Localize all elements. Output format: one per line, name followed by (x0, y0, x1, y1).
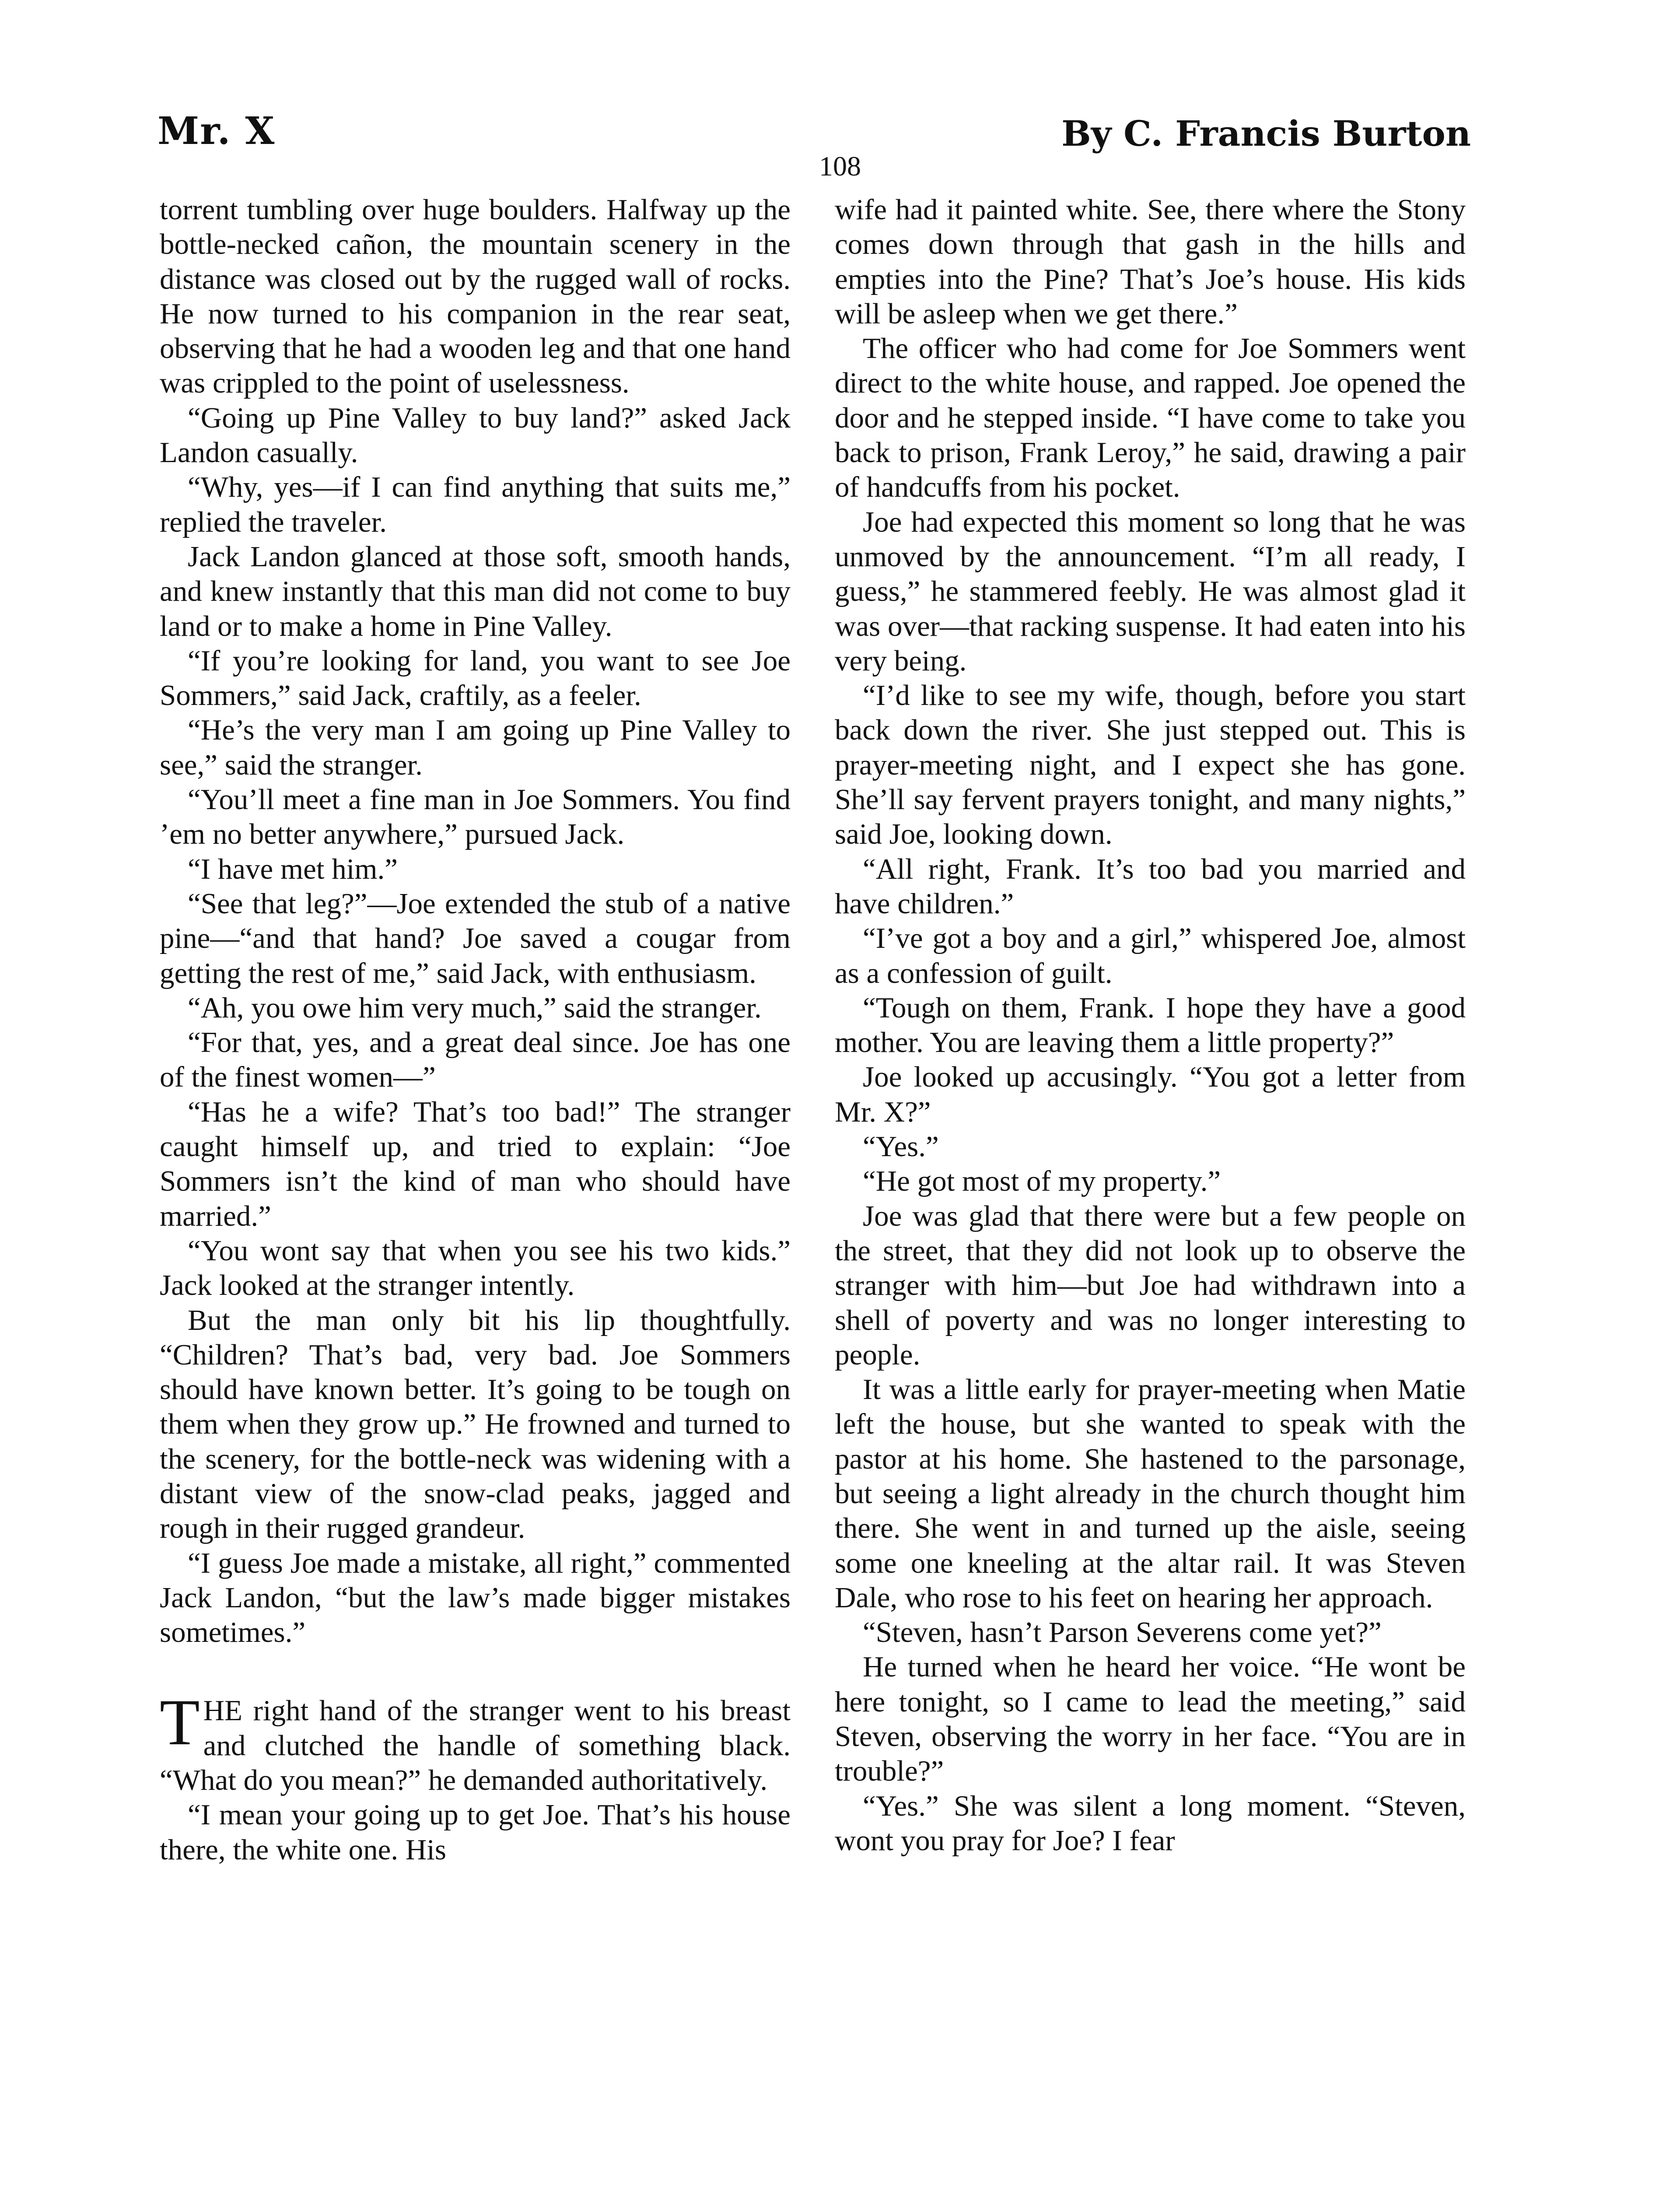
section-break (160, 1650, 791, 1694)
paragraph: “If you’re looking for land, you want to see Joe Sommers,” said Jack, craftily, as a feeler. (160, 644, 791, 712)
paragraph: “I have met him.” (188, 852, 398, 885)
paragraph: “I’d like to see my wife, though, before you start back down the river. She just stepped out. This is prayer-meeting night, and I expect she has gone. She’ll say fervent prayers tonight, and many nights,” said Joe, looking down. (835, 679, 1466, 851)
paragraph: “You wont say that when you see his two kids.” Jack looked at the stranger intently. (160, 1234, 791, 1302)
drop-cap: T (160, 1686, 200, 1759)
paragraph: “I mean your going up to get Joe. That’s his house there, the white one. His (160, 1799, 791, 1866)
left-column (160, 193, 791, 1867)
paragraph: “Tough on them, Frank. I hope they have a good mother. You are leaving them a little property?” (835, 991, 1466, 1059)
paragraph: wife had it painted white. See, there where the Stony comes down through that gash in the hills and empties into the Pine? That’s Joe’s house. His kids will be asleep when we get there.” (835, 193, 1466, 330)
paragraph: “Has he a wife? That’s too bad!” The stranger caught himself up, and tried to explain: “Joe Sommers isn’t the kind of man who should have married.” (160, 1095, 791, 1232)
paragraph: Jack Landon glanced at those soft, smooth hands, and knew instantly that this man did not come to buy land or to make a home in Pine Valley. (160, 540, 791, 642)
paragraph: “All right, Frank. It’s too bad you married and have children.” (835, 852, 1466, 920)
paragraph: “He’s the very man I am going up Pine Valley to see,” said the stranger. (160, 714, 791, 781)
paragraph: He turned when he heard her voice. “He wont be here tonight, so I came to lead the meeting,” said Steven, observing the worry in her face. “You are in trouble?” (835, 1651, 1466, 1788)
paragraph: “You’ll meet a fine man in Joe Sommers. You find ’em no better anywhere,” pursued Jack. (160, 783, 791, 851)
page-number: 108 (819, 151, 861, 182)
paragraph: “For that, yes, and a great deal since. Joe has one of the finest women—” (160, 1026, 791, 1094)
paragraph: “I’ve got a boy and a girl,” whispered Joe, almost as a confession of guilt. (835, 922, 1466, 989)
paragraph-text: HE right hand of the stranger went to his breast and clutched the handle of something black. “What do you mean?” he demanded authoritatively. (160, 1694, 791, 1797)
paragraph: “Going up Pine Valley to buy land?” asked Jack Landon casually. (160, 401, 791, 469)
paragraph: “Steven, hasn’t Parson Severens come yet?” (863, 1616, 1382, 1649)
right-column (835, 193, 1466, 1858)
paragraph: The officer who had come for Joe Sommers went direct to the white house, and rapped. Joe opened the door and he stepped inside. “I have come to take you back to prison, Frank Leroy,” he said, drawing a pair of handcuffs from his pocket. (835, 332, 1466, 504)
paragraph: “Yes.” (863, 1130, 939, 1163)
paragraph: “Yes.” She was silent a long moment. “Steven, wont you pray for Joe? I fear (835, 1789, 1466, 1857)
paragraph: Joe had expected this moment so long that he was unmoved by the announcement. “I’m all ready, I guess,” he stammered feebly. He was almost glad it was over—that racking suspense. It had eaten into his very being. (835, 505, 1466, 677)
paragraph: It was a little early for prayer-meeting when Matie left the house, but she wanted to speak with the pastor at his home. She hastened to the parsonage, but seeing a light already in the church thought him there. She went in and turned up the aisle, seeing some one kneeling at the altar rail. It was Steven Dale, who rose to his feet on hearing her approach. (835, 1373, 1466, 1614)
paragraph: torrent tumbling over huge boulders. Halfway up the bottle-necked cañon, the mountain scenery in the distance was closed out by the rugged wall of rocks. He now turned to his companion in the rear seat, observing that he had a wooden leg and that one hand was crippled to the point of uselessness. (160, 193, 791, 400)
section-opening-paragraph (160, 1686, 791, 1798)
author-byline: By C. Francis Burton (1061, 113, 1471, 154)
paragraph: “Ah, you owe him very much,” said the stranger. (188, 991, 762, 1024)
paragraph: “Why, yes—if I can find anything that suits me,” replied the traveler. (160, 471, 791, 538)
paragraph: “I guess Joe made a mistake, all right,” commented Jack Landon, “but the law’s made bigger mistakes sometimes.” (160, 1546, 791, 1649)
paragraph: Joe looked up accusingly. “You got a letter from Mr. X?” (835, 1061, 1466, 1128)
story-title: Mr. X (158, 109, 276, 153)
paragraph: Joe was glad that there were but a few people on the street, that they did not look up to observe the stranger with him—but Joe had withdrawn into a shell of poverty and was no longer interesting to people. (835, 1199, 1466, 1371)
paragraph: “See that leg?”—Joe extended the stub of a native pine—“and that hand? Joe saved a cougar from getting the rest of me,” said Jack, with enthusiasm. (160, 887, 791, 989)
paragraph: “He got most of my property.” (863, 1165, 1221, 1198)
paragraph: But the man only bit his lip thoughtfully. “Children? That’s bad, very bad. Joe Sommers should have known better. It’s going to be tough on them when they grow up.” He frowned and turned to the scenery, for the bottle-neck was widening with a distant view of the snow-clad peaks, jagged and rough in their rugged grandeur. (160, 1304, 791, 1545)
